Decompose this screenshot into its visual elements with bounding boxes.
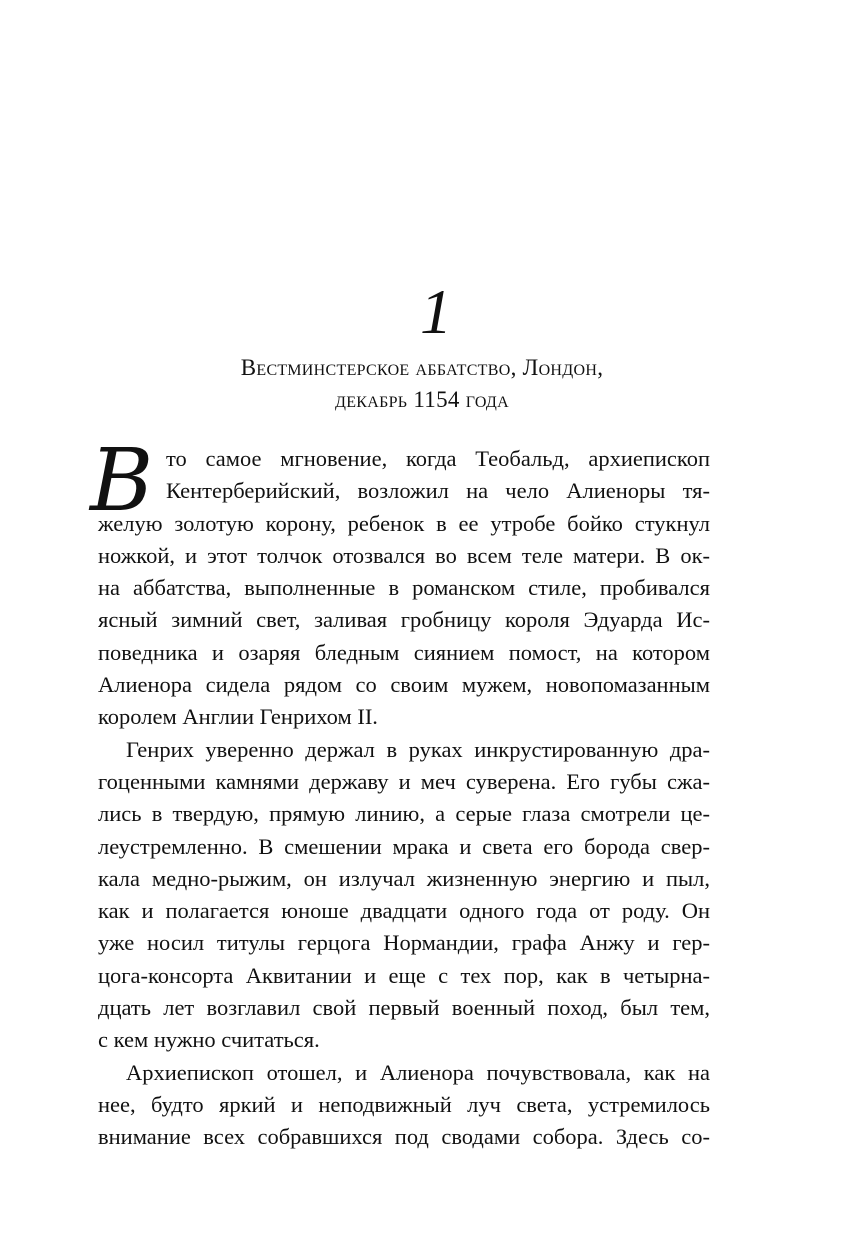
text-line: леустремленно. В смешении мрака и света его борода свер- xyxy=(98,833,710,859)
text-line: внимание всех собравшихся под сводами собора. Здесь со- xyxy=(98,1124,710,1150)
text-line: нее, будто яркий и неподвижный луч света, устремилось xyxy=(98,1091,710,1117)
body-text xyxy=(90,431,710,1154)
chapter-heading xyxy=(0,352,844,416)
text-line: уже носил титулы герцога Нормандии, графа Анжу и гер- xyxy=(98,930,710,956)
chapter-number: 1 xyxy=(420,276,452,347)
text-line: Архиепископ отошел, и Алиенора почувствовала, как на xyxy=(126,1059,710,1085)
text-line: желую золотую корону, ребенок в ее утробе бойко стукнул xyxy=(98,510,710,536)
text-line: Кентерберийский, возложил на чело Алиеноры тя- xyxy=(166,478,710,504)
text-line: дцать лет возглавил свой первый военный поход, был тем, xyxy=(98,995,710,1021)
text-line: на аббатства, выполненные в романском стиле, пробивался xyxy=(98,575,710,601)
text-line: ясный зимний свет, заливая гробницу короля Эдуарда Ис- xyxy=(98,607,710,633)
chapter-heading-line: Вестминстерское аббатство, Лондон, xyxy=(240,355,604,380)
text-line: поведника и озаряя бледным сиянием помост, на котором xyxy=(98,639,710,665)
text-line: цога-консорта Аквитании и еще с тех пор, как в четырна- xyxy=(98,962,710,988)
text-line: как и полагается юноше двадцати одного года от роду. Он xyxy=(98,898,710,924)
drop-cap: В xyxy=(90,431,154,531)
text-line: кала медно-рыжим, он излучал жизненную энергию и пыл, xyxy=(98,865,710,891)
text-line: гоценными камнями державу и меч суверена. Его губы сжа- xyxy=(98,768,710,794)
text-line: Генрих уверенно держал в руках инкрустированную дра- xyxy=(126,736,710,762)
text-line: лись в твердую, прямую линию, а серые глаза смотрели це- xyxy=(98,801,710,827)
text-line: ножкой, и этот толчок отозвался во всем теле матери. В ок- xyxy=(98,542,710,568)
text-line: Алиенора сидела рядом со своим мужем, новопомазанным xyxy=(98,672,710,698)
text-line: королем Англии Генрихом II. xyxy=(98,704,378,730)
chapter-heading-line: декабрь 1154 года xyxy=(334,387,509,412)
text-line: то самое мгновение, когда Теобальд, архиепископ xyxy=(166,446,710,471)
text-line: с кем нужно считаться. xyxy=(98,1027,320,1053)
